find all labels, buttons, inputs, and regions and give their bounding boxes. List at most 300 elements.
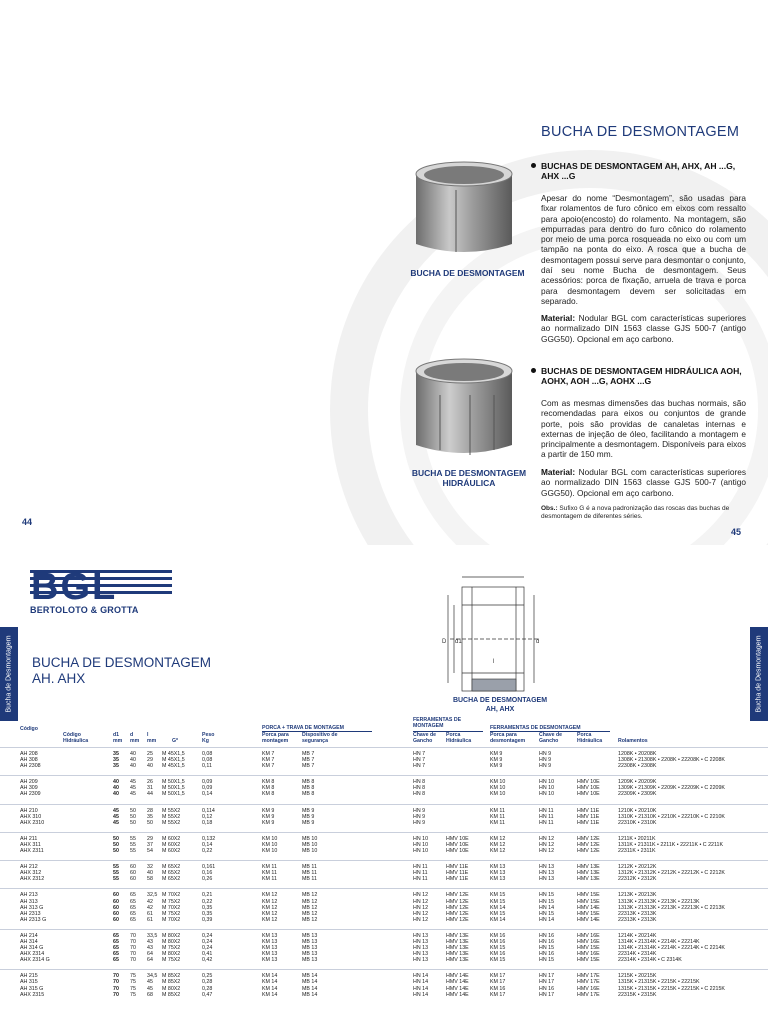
table-cell: HN 9: [539, 763, 552, 770]
table-cell: HN 7: [413, 751, 426, 757]
table-cell: 60: [130, 870, 136, 877]
table-cell: KM 16: [490, 938, 506, 945]
table-cell: 0,14: [202, 791, 213, 798]
table-cell: 55: [113, 870, 119, 877]
table-cell: 1209K • 20209K: [618, 779, 657, 786]
table-cell: HMV 13E: [446, 932, 469, 939]
table-cell: HN 9: [413, 813, 426, 820]
col-g: G*: [172, 738, 179, 744]
table-cell: HMV 14E: [446, 985, 469, 992]
table-cell: HN 13: [413, 932, 429, 939]
table-cell: 50: [113, 835, 119, 842]
table-cell: 70: [130, 945, 136, 952]
table-cell: HN 11: [413, 876, 428, 883]
table-page-title: BUCHA DE DESMONTAGEM AH. AHX: [32, 655, 212, 686]
table-cell: 60: [113, 898, 119, 905]
table-cell: HMV 16E: [577, 951, 600, 958]
table-cell: 1310K • 21310K • 2210K • 22210K • C 2210K: [618, 813, 725, 820]
table-cell: M 45X1,5: [162, 757, 185, 764]
table-cell: HN 9: [413, 807, 426, 814]
table-cell: 42: [147, 904, 153, 911]
table-cell: KM 7: [262, 751, 275, 757]
table-cell: MB 10: [302, 848, 318, 855]
table-cell: 1308K • 21308K • 2208K • 22208K • C 2208K: [618, 757, 725, 764]
table-cell: 70: [130, 938, 136, 945]
table-cell: HMV 12E: [446, 904, 469, 911]
table-cell: KM 15: [490, 957, 506, 964]
table-cell: 50: [113, 841, 119, 848]
table-cell: HN 8: [413, 791, 426, 798]
table-cell: HMV 10E: [577, 785, 600, 792]
table-cell: KM 8: [262, 779, 275, 786]
table-cell: 1208K • 20208K: [618, 751, 657, 757]
table-cell: 0,25: [202, 973, 213, 980]
hydraulic-sleeve-caption: BUCHA DE DESMONTAGEM HIDRÁULICA: [411, 468, 527, 488]
table-cell: AH 208: [20, 751, 38, 757]
table-cell: M 55X2: [162, 819, 181, 826]
table-cell: 0,22: [202, 848, 213, 855]
table-cell: HMV 13E: [446, 938, 469, 945]
table-cell: HN 10: [413, 835, 429, 842]
table-cell: HN 10: [539, 785, 555, 792]
table-cell: 35: [113, 751, 119, 757]
table-cell: 50: [147, 819, 153, 826]
table-cell: 45: [130, 791, 136, 798]
table-cell: 1211K • 20211K: [618, 835, 656, 842]
section2-material: Material: Nodular BGL com características superiores ao normalizado DIN 1563 classe GJS 500-7 (antigo GGG50). Opcional em aço carbono.: [541, 467, 746, 498]
col-peso: Peso Kg: [202, 732, 215, 744]
table-cell: HMV 14E: [446, 979, 469, 986]
table-cell: KM 13: [262, 932, 278, 939]
table-cell: 0,28: [202, 985, 213, 992]
table-cell: AH 210: [20, 807, 38, 814]
table-cell: 29: [147, 835, 153, 842]
table-cell: 70: [130, 932, 136, 939]
table-cell: HN 16: [539, 932, 555, 939]
table-cell: 68: [147, 991, 153, 998]
table-cell: 0,21: [202, 892, 213, 899]
table-cell: MB 8: [302, 785, 315, 792]
table-cell: KM 14: [490, 904, 506, 911]
table-cell: 58: [147, 876, 153, 883]
table-cell: HMV 16E: [577, 938, 600, 945]
table-cell: KM 10: [490, 779, 506, 786]
side-tab-left: Bucha de Desmontagem: [0, 627, 18, 721]
table-cell: HMV 11E: [446, 876, 469, 883]
col-l: l mm: [147, 732, 157, 744]
diagram-label-d1b: d1: [455, 639, 462, 645]
table-cell: 0,26: [202, 876, 213, 883]
table-cell: 55: [130, 848, 136, 855]
table-cell: HN 13: [413, 938, 429, 945]
table-cell: 64: [147, 957, 153, 964]
col-dispositivo: Dispositivo de segurança: [302, 732, 338, 744]
table-cell: KM 8: [262, 785, 275, 792]
table-cell: 34,5: [147, 973, 158, 980]
table-row: [0, 848, 768, 854]
table-cell: 0,132: [202, 835, 216, 842]
table-row: [0, 763, 768, 769]
table-cell: 29: [147, 757, 153, 764]
table-cell: KM 12: [262, 916, 278, 923]
table-cell: 65: [130, 916, 136, 923]
table-cell: HMV 10E: [577, 791, 600, 798]
table-cell: M 55X2: [162, 807, 181, 814]
table-cell: 65: [113, 951, 119, 958]
table-cell: HMV 15E: [577, 957, 600, 964]
table-cell: KM 11: [262, 870, 277, 877]
table-cell: M 65X2: [162, 876, 181, 883]
table-cell: KM 14: [490, 916, 506, 923]
table-cell: HMV 11E: [577, 813, 600, 820]
table-cell: HN 10: [413, 841, 429, 848]
table-row: [0, 957, 768, 963]
table-cell: KM 12: [262, 910, 278, 917]
table-cell: AH 315 G: [20, 985, 44, 992]
table-cell: 40: [113, 779, 119, 786]
table-cell: MB 11: [302, 870, 317, 877]
table-cell: 42: [147, 898, 153, 905]
table-cell: MB 9: [302, 813, 315, 820]
table-cell: AHX 2311: [20, 848, 44, 855]
table-cell: 32: [147, 864, 153, 871]
table-cell: 70: [113, 979, 119, 986]
table-row-group: [0, 969, 768, 997]
table-cell: 50: [130, 807, 136, 814]
table-cell: 65: [113, 945, 119, 952]
table-row-group: [0, 929, 768, 963]
table-cell: 40: [130, 763, 136, 770]
table-cell: HMV 12E: [446, 916, 469, 923]
table-cell: 45: [113, 807, 119, 814]
table-cell: M 70X2: [162, 892, 181, 899]
table-cell: KM 11: [490, 807, 505, 814]
table-cell: KM 16: [490, 951, 506, 958]
table-cell: M 70X2: [162, 904, 181, 911]
table-cell: KM 12: [262, 898, 278, 905]
table-cell: MB 11: [302, 876, 317, 883]
table-cell: 0,47: [202, 991, 213, 998]
sleeve-caption: BUCHA DE DESMONTAGEM: [410, 268, 525, 278]
col-rolamentos: Rolamentos: [618, 738, 648, 744]
table-cell: 60: [113, 904, 119, 911]
table-cell: 0,08: [202, 757, 213, 764]
table-cell: HN 14: [413, 979, 429, 986]
table-cell: 65: [130, 892, 136, 899]
page-number-right: 45: [731, 527, 742, 537]
table-cell: KM 14: [262, 991, 278, 998]
table-cell: 43: [147, 938, 153, 945]
table-cell: M 80X2: [162, 938, 181, 945]
table-cell: 0,114: [202, 807, 215, 814]
table-cell: HMV 13E: [446, 951, 469, 958]
table-cell: 45: [113, 819, 119, 826]
table-cell: 35: [147, 813, 153, 820]
table-cell: AH 313 G: [20, 904, 44, 911]
table-cell: M 55X2: [162, 813, 181, 820]
table-cell: 28: [147, 807, 153, 814]
hydraulic-sleeve-image: [410, 355, 518, 463]
table-cell: 22313K • 2313K: [618, 910, 657, 917]
table-cell: 65: [130, 910, 136, 917]
table-cell: 33,5: [147, 932, 158, 939]
table-cell: KM 13: [490, 876, 506, 883]
table-cell: M 60X2: [162, 841, 181, 848]
table-cell: HN 15: [539, 945, 555, 952]
table-row: [0, 820, 768, 826]
bullet-icon: [531, 163, 536, 168]
table-cell: HN 10: [539, 779, 555, 786]
table-cell: 55: [113, 864, 119, 871]
table-cell: 40: [147, 763, 153, 770]
table-cell: 1314K • 21314K • 2214K • 22214K: [618, 938, 700, 945]
table-cell: MB 7: [302, 751, 315, 757]
table-cell: 1210K • 20210K: [618, 807, 657, 814]
table-cell: KM 7: [262, 757, 275, 764]
table-cell: KM 9: [490, 751, 503, 757]
table-cell: HMV 14E: [446, 973, 469, 980]
table-cell: 54: [147, 848, 153, 855]
table-cell: HMV 12E: [577, 841, 600, 848]
diagram-label-d1: D: [442, 639, 447, 645]
table-cell: KM 17: [490, 973, 506, 980]
table-cell: 25: [147, 751, 153, 757]
table-cell: M 45X1,5: [162, 763, 185, 770]
table-cell: KM 17: [490, 979, 506, 986]
table-cell: M 60X2: [162, 848, 181, 855]
table-cell: KM 15: [490, 945, 506, 952]
table-cell: 22314K • 2314K • C 2314K: [618, 957, 682, 964]
table-cell: AH 2313 G: [20, 916, 47, 923]
table-cell: 0,08: [202, 751, 213, 757]
table-cell: HN 12: [413, 910, 429, 917]
table-cell: HN 11: [413, 870, 428, 877]
table-cell: M 70X2: [162, 916, 181, 923]
table-row: [0, 992, 768, 998]
table-cell: HN 8: [413, 779, 426, 786]
table-cell: HN 11: [413, 864, 428, 871]
section2-obs: Obs.: Sufixo G é a nova padronização das roscas das buchas de desmontagem de diferentes séries.: [541, 505, 730, 520]
table-cell: 45: [130, 785, 136, 792]
table-cell: M 65X2: [162, 870, 181, 877]
table-cell: HMV 17E: [577, 973, 600, 980]
table-cell: 22315K • 2315K: [618, 991, 657, 998]
section1-heading: BUCHAS DE DESMONTAGEM AH, AHX, AH ...G, AHX ...G: [541, 161, 751, 181]
col-codigo-hidraulica: Código Hidráulica: [63, 732, 89, 744]
table-cell: 37: [147, 841, 153, 848]
table-cell: HN 13: [413, 957, 429, 964]
table-cell: 60: [113, 892, 119, 899]
table-cell: 64: [147, 951, 153, 958]
table-cell: MB 12: [302, 892, 318, 899]
table-cell: HN 13: [539, 876, 555, 883]
table-cell: HN 13: [413, 945, 429, 952]
table-cell: AH 209: [20, 779, 38, 786]
table-cell: MB 13: [302, 957, 318, 964]
table-cell: 22314K • 2314K: [618, 951, 657, 958]
table-cell: KM 13: [490, 870, 506, 877]
table-cell: HMV 12E: [446, 910, 469, 917]
table-cell: 70: [113, 991, 119, 998]
table-cell: M 50X1,5: [162, 779, 185, 786]
table-cell: 31: [147, 785, 153, 792]
col-codigo: Código: [20, 726, 38, 732]
table-cell: HN 12: [413, 916, 429, 923]
table-cell: HN 12: [539, 841, 555, 848]
table-cell: 0,161: [202, 864, 216, 871]
table-cell: KM 14: [262, 985, 278, 992]
table-cell: HN 15: [539, 910, 555, 917]
table-cell: HN 14: [413, 973, 429, 980]
table-cell: M 75X2: [162, 957, 181, 964]
table-cell: 1315K • 21315K • 2215K • 22215K • C 2215K: [618, 985, 725, 992]
diagram-label-d: d: [536, 639, 540, 645]
table-cell: HN 14: [539, 904, 555, 911]
table-cell: 65: [130, 898, 136, 905]
table-cell: MB 9: [302, 819, 315, 826]
col-porca-hidraulica-1: Porca Hidráulica: [446, 732, 472, 744]
table-cell: HN 11: [539, 819, 554, 826]
table-cell: HMV 16E: [577, 932, 600, 939]
col-porca-hidraulica-2: Porca Hidráulica: [577, 732, 603, 744]
table-cell: M 50X1,5: [162, 791, 185, 798]
table-cell: 55: [130, 841, 136, 848]
table-cell: 22311K • 2311K: [618, 848, 656, 855]
sleeve-image: [410, 160, 518, 260]
table-cell: 43: [147, 945, 153, 952]
table-cell: KM 15: [490, 910, 506, 917]
bgl-logo-mark: [30, 566, 172, 604]
table-cell: KM 15: [490, 892, 506, 899]
table-cell: 0,42: [202, 957, 213, 964]
table-cell: AH 212: [20, 864, 38, 871]
table-cell: M 85X2: [162, 973, 181, 980]
table-cell: KM 12: [262, 904, 278, 911]
table-cell: HN 17: [539, 979, 555, 986]
table-cell: 70: [113, 985, 119, 992]
table-cell: AH 2308: [20, 763, 41, 770]
table-cell: HN 11: [539, 807, 554, 814]
table-cell: 65: [113, 957, 119, 964]
table-cell: MB 13: [302, 932, 318, 939]
table-cell: 35: [113, 763, 119, 770]
table-cell: HMV 14E: [577, 916, 600, 923]
table-cell: KM 9: [262, 813, 275, 820]
table-cell: MB 9: [302, 807, 315, 814]
table-cell: HMV 17E: [577, 979, 600, 986]
table-cell: MB 14: [302, 973, 318, 980]
table-row: [0, 876, 768, 882]
table-cell: 22308K • 2308K: [618, 763, 657, 770]
table-cell: HN 14: [413, 991, 429, 998]
table-cell: AH 215: [20, 973, 38, 980]
table-cell: HMV 14E: [577, 904, 600, 911]
table-cell: AH 309: [20, 785, 38, 792]
table-cell: 1311K • 21311K • 2211K • 22211K • C 2211K: [618, 841, 723, 848]
table-cell: HN 7: [413, 757, 426, 764]
table-cell: HN 15: [539, 892, 555, 899]
table-cell: AHX 311: [20, 841, 41, 848]
table-cell: HMV 11E: [577, 807, 600, 814]
table-cell: AH 214: [20, 932, 38, 939]
table-cell: HN 14: [413, 985, 429, 992]
table-cell: KM 8: [262, 791, 275, 798]
table-cell: HN 9: [413, 819, 426, 826]
table-cell: HMV 15E: [577, 945, 600, 952]
table-cell: 70: [130, 951, 136, 958]
table-cell: KM 12: [490, 848, 506, 855]
table-row: [0, 917, 768, 923]
table-cell: KM 17: [490, 991, 506, 998]
table-cell: 40: [147, 870, 153, 877]
table-row-group: [0, 804, 768, 826]
table-cell: 61: [147, 910, 153, 917]
table-cell: HN 15: [539, 957, 555, 964]
col-d: d mm: [130, 732, 140, 744]
table-cell: M 80X2: [162, 985, 181, 992]
table-cell: 0,24: [202, 945, 213, 952]
table-cell: KM 13: [262, 951, 278, 958]
table-cell: M 75X2: [162, 945, 181, 952]
table-row: [0, 791, 768, 797]
table-cell: 55: [130, 835, 136, 842]
table-cell: 45: [147, 985, 153, 992]
table-cell: MB 11: [302, 864, 317, 871]
table-cell: AHX 2314: [20, 951, 45, 958]
table-cell: KM 12: [490, 835, 506, 842]
table-row-group: [0, 888, 768, 922]
table-cell: MB 13: [302, 938, 318, 945]
table-cell: HMV 16E: [577, 985, 600, 992]
table-cell: 75: [130, 991, 136, 998]
table-cell: 0,35: [202, 904, 213, 911]
table-cell: KM 14: [262, 979, 278, 986]
table-cell: 50: [130, 813, 136, 820]
table-cell: KM 9: [262, 819, 275, 826]
table-cell: 22313K • 2313K: [618, 916, 657, 923]
table-cell: 35: [113, 757, 119, 764]
table-cell: M 50X1,5: [162, 785, 185, 792]
table-cell: 65: [113, 938, 119, 945]
table-cell: HN 17: [539, 991, 555, 998]
table-cell: HN 13: [539, 864, 555, 871]
table-cell: 0,24: [202, 938, 213, 945]
table-cell: KM 10: [490, 791, 506, 798]
table-cell: AH 314: [20, 938, 38, 945]
table-cell: M 65X2: [162, 864, 181, 871]
col-porca-desmontagem: Porca para desmontagem: [490, 732, 526, 744]
page-number-left: 44: [22, 517, 33, 527]
table-cell: MB 8: [302, 779, 315, 786]
table-cell: HMV 10E: [446, 835, 469, 842]
table-cell: AH 308: [20, 757, 38, 764]
table-cell: HMV 11E: [577, 819, 600, 826]
table-cell: HMV 13E: [577, 876, 600, 883]
table-cell: 0,41: [202, 951, 213, 958]
page-title: BUCHA DE DESMONTAGEM: [541, 124, 740, 140]
table-cell: MB 12: [302, 910, 318, 917]
table-cell: 1314K • 21314K • 2214K • 22214K • C 2214K: [618, 945, 725, 952]
table-cell: 44: [147, 791, 153, 798]
table-cell: HMV 15E: [577, 898, 600, 905]
table-cell: HN 12: [413, 898, 429, 905]
table-cell: 60: [130, 864, 136, 871]
table-cell: HMV 10E: [446, 848, 469, 855]
table-cell: 60: [130, 876, 136, 883]
table-cell: 65: [130, 904, 136, 911]
table-cell: KM 9: [262, 807, 275, 814]
table-cell: 40: [113, 791, 119, 798]
